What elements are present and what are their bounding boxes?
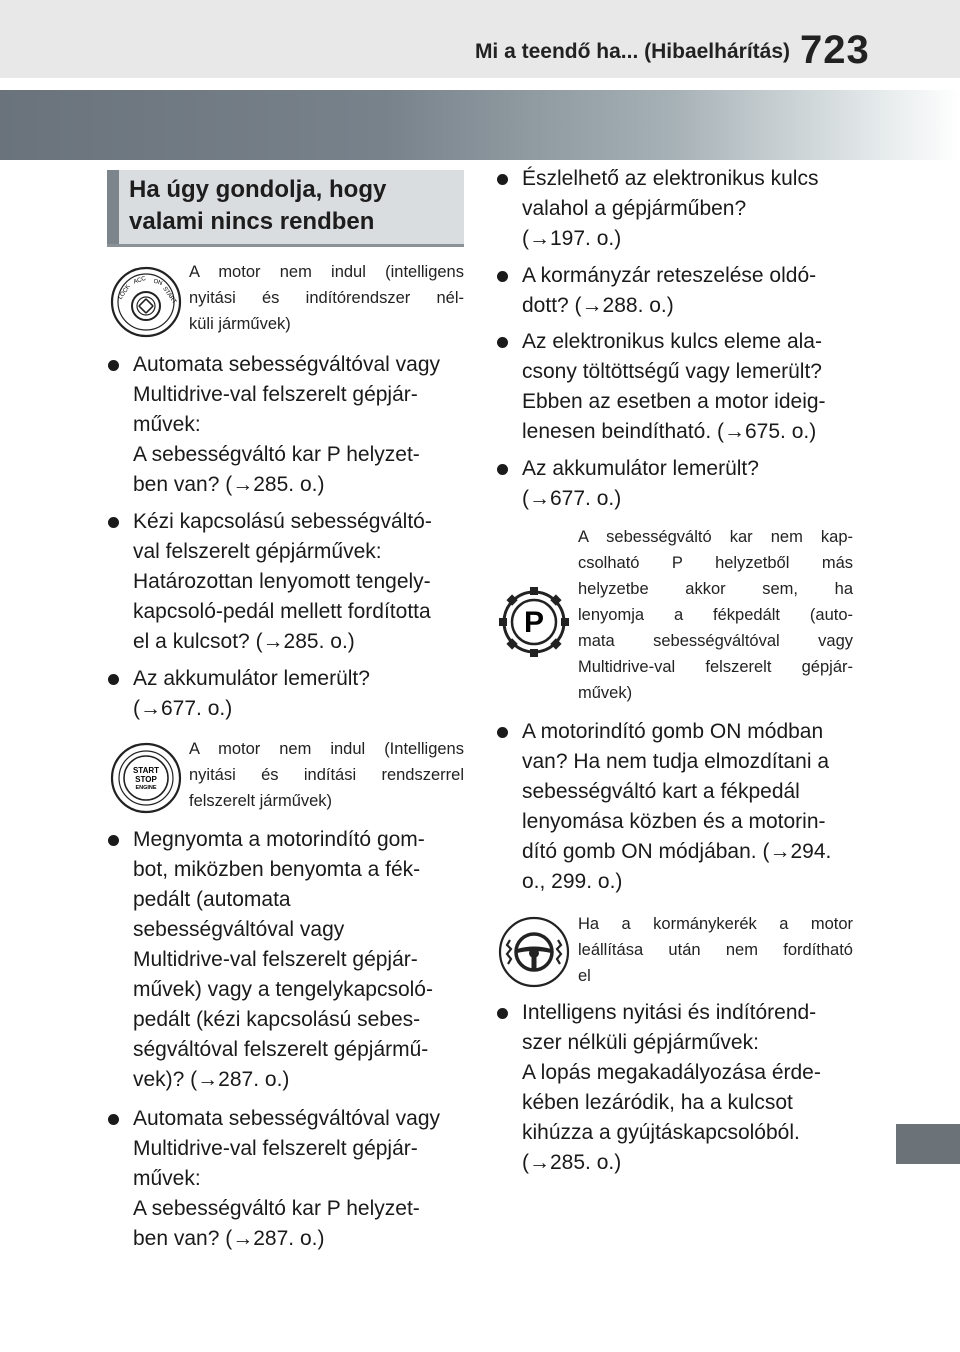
bullet-dot [497, 174, 508, 185]
list-item: Kézi kapcsolású sebességváltó- val felszerelt gépjárművek: Határozottan lenyomott tengely- kapcsoló-pedál mellett fordította el a kulcsot? (→285. o.) [108, 507, 468, 657]
bullet-dot [108, 835, 119, 846]
list-item: Észlelhető az elektronikus kulcs valahol a gépjárműben? (→197. o.) [497, 164, 857, 254]
svg-text:LOCK: LOCK [117, 283, 132, 301]
list-item: A kormányzár reteszelése oldó- dott? (→288. o.) [497, 261, 857, 321]
bullet-dot [108, 517, 119, 528]
decorative-banner [0, 90, 960, 160]
list-item: Intelligens nyitási és indítórend- szer nélküli gépjárművek: A lopás megakadályozása érde- kében lezáródik, ha a kulcsot kihúzza a gyújtáskapcsolóból. (→285. o.) [497, 998, 857, 1178]
chapter-title: Mi a teendő ha... (Hibaelhárítás) [474, 40, 790, 63]
note-engine-no-start-key: A motor nem indul (intelligens nyitási és indítórendszer nél- küli járművek) [189, 263, 464, 333]
bullet-dot [108, 674, 119, 685]
steering-wheel-lock-icon [498, 916, 570, 988]
list-item: Megnyomta a motorindító gom- bot, miközben benyomta a fék- pedált (automata sebességváltóval vagy Multidrive-val felszerelt gépjár- művek) vagy a tengelykapcsoló- pedált (kézi kapcsolású sebes- ségváltóval felszerelt gépjármű- vek)? (→287. o.) [108, 825, 468, 1095]
list-item: Automata sebességváltóval vagy Multidrive-val felszerelt gépjár- művek: A sebességváltó kar P helyzet- ben van? (→285. o.) [108, 350, 468, 500]
bullet-dot [497, 727, 508, 738]
list-item: Az elektronikus kulcs eleme ala- csony töltöttségű vagy lemerült? Ebben az esetben a motor ideig- lenesen beindítható. (→675. o.) [497, 327, 857, 447]
note-steering-lock: Ha a kormánykerék a motor leállítása után nem fordítható el [578, 915, 853, 985]
bullet-dot [108, 360, 119, 371]
svg-text:START: START [132, 766, 160, 775]
svg-text:ENGINE: ENGINE [135, 785, 157, 791]
note-engine-no-start-smart: A motor nem indul (Intelligens nyitási és indítási rendszerrel felszerelt járművek) [189, 740, 464, 810]
section-heading-bar [107, 170, 119, 244]
ignition-switch-icon [110, 266, 182, 338]
list-item: A motorindító gomb ON módban van? Ha nem tudja elmozdítani a sebességváltó kart a fékpedál lenyomása közben és a motorin- dító gomb ON módjában. (→294. o., 299. o.) [497, 717, 857, 897]
svg-text:STOP: STOP [135, 775, 157, 784]
section-heading [107, 170, 464, 247]
list-item: Az akkumulátor lemerült? (→677. o.) [497, 454, 857, 514]
bullet-dot [497, 1008, 508, 1019]
svg-text:ACC: ACC [132, 275, 147, 286]
note-shift-lever: A sebességváltó kar nem kap- csolható P helyzetből más helyzetbe akkor sem, ha lenyomja a fékpedált (auto- mata sebességváltóval vagy Multidrive-val felszerelt gépjár- művek) [578, 528, 853, 702]
list-item: Az akkumulátor lemerült? (→677. o.) [108, 664, 468, 724]
bullet-dot [497, 337, 508, 348]
svg-text:START: START [161, 286, 178, 306]
section-title: Ha úgy gondolja, hogy valami nincs rendben [129, 176, 387, 235]
bullet-dot [108, 1114, 119, 1125]
park-gear-icon [498, 586, 570, 658]
engine-start-stop-icon [110, 742, 182, 814]
svg-text:ON: ON [152, 278, 163, 288]
bullet-dot [497, 271, 508, 282]
page-number: 723 [800, 28, 870, 72]
list-item: Automata sebességváltóval vagy Multidrive-val felszerelt gépjár- művek: A sebességváltó kar P helyzet- ben van? (→287. o.) [108, 1104, 468, 1254]
chapter-thumb-tab [896, 1124, 960, 1164]
svg-text:P: P [523, 606, 545, 639]
bullet-dot [497, 464, 508, 475]
